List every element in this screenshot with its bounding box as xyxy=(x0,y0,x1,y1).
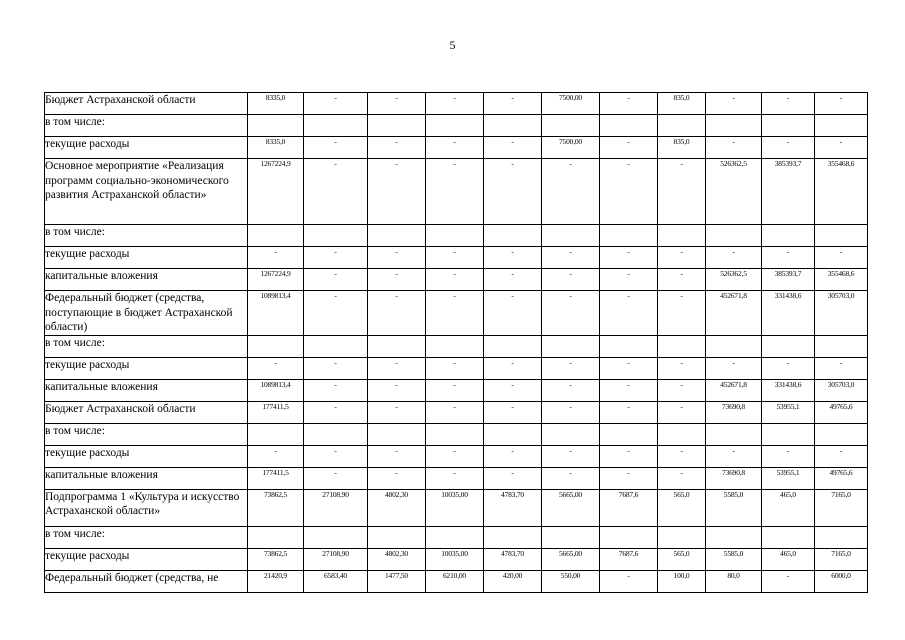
value-cell: - xyxy=(484,467,542,489)
value-cell: 1089813,4 xyxy=(248,291,304,336)
value-cell: - xyxy=(368,291,426,336)
value-cell: - xyxy=(304,269,368,291)
value-cell: - xyxy=(542,247,600,269)
value-cell: 355468,6 xyxy=(815,159,868,225)
value-cell xyxy=(600,225,658,247)
value-cell: - xyxy=(600,445,658,467)
table-row xyxy=(45,137,868,159)
value-cell: - xyxy=(542,357,600,379)
value-cell: - xyxy=(600,401,658,423)
value-cell: - xyxy=(658,379,706,401)
value-cell: - xyxy=(658,291,706,336)
value-cell xyxy=(368,225,426,247)
value-cell: - xyxy=(658,357,706,379)
value-cell: 73690,8 xyxy=(706,401,762,423)
value-cell: 5665,00 xyxy=(542,489,600,526)
value-cell: 7687,6 xyxy=(600,548,658,570)
table-row xyxy=(45,225,868,247)
value-cell: - xyxy=(706,93,762,115)
value-cell: 73862,5 xyxy=(248,548,304,570)
value-cell: 355468,6 xyxy=(815,269,868,291)
value-cell: 53955,1 xyxy=(762,401,815,423)
value-cell: - xyxy=(484,137,542,159)
value-cell: - xyxy=(248,445,304,467)
value-cell: - xyxy=(368,269,426,291)
value-cell xyxy=(304,225,368,247)
row-label: текущие расходы xyxy=(45,137,248,159)
value-cell: - xyxy=(304,379,368,401)
value-cell: 7500,00 xyxy=(542,137,600,159)
value-cell xyxy=(706,115,762,137)
value-cell: - xyxy=(304,159,368,225)
value-cell: 73690,8 xyxy=(706,467,762,489)
value-cell xyxy=(426,225,484,247)
value-cell: - xyxy=(600,357,658,379)
value-cell xyxy=(815,225,868,247)
value-cell xyxy=(600,335,658,357)
value-cell: - xyxy=(426,379,484,401)
value-cell: - xyxy=(426,93,484,115)
value-cell: - xyxy=(426,467,484,489)
value-cell xyxy=(815,115,868,137)
table-row xyxy=(45,115,868,137)
table-row xyxy=(45,247,868,269)
value-cell: - xyxy=(248,247,304,269)
row-label: в том числе: xyxy=(45,423,248,445)
value-cell: 27108,90 xyxy=(304,489,368,526)
value-cell xyxy=(248,115,304,137)
value-cell: - xyxy=(542,467,600,489)
table-row xyxy=(45,401,868,423)
value-cell: - xyxy=(368,247,426,269)
value-cell: 1477,50 xyxy=(368,570,426,592)
value-cell: - xyxy=(484,159,542,225)
value-cell: - xyxy=(658,269,706,291)
row-label: Бюджет Астраханской области xyxy=(45,93,248,115)
value-cell xyxy=(248,526,304,548)
row-label: капитальные вложения xyxy=(45,379,248,401)
value-cell xyxy=(706,335,762,357)
value-cell: 5585,0 xyxy=(706,548,762,570)
value-cell xyxy=(484,423,542,445)
value-cell: - xyxy=(706,137,762,159)
table-row xyxy=(45,570,868,592)
value-cell: - xyxy=(600,159,658,225)
value-cell: - xyxy=(484,247,542,269)
value-cell xyxy=(658,225,706,247)
value-cell: - xyxy=(762,247,815,269)
value-cell: 6210,00 xyxy=(426,570,484,592)
value-cell: - xyxy=(706,357,762,379)
row-label: текущие расходы xyxy=(45,548,248,570)
value-cell: 6000,0 xyxy=(815,570,868,592)
value-cell: - xyxy=(426,137,484,159)
value-cell xyxy=(600,423,658,445)
value-cell: - xyxy=(426,247,484,269)
value-cell xyxy=(542,423,600,445)
value-cell xyxy=(762,115,815,137)
value-cell: - xyxy=(542,401,600,423)
value-cell: 305703,0 xyxy=(815,291,868,336)
row-label: в том числе: xyxy=(45,115,248,137)
value-cell: - xyxy=(484,379,542,401)
table-row xyxy=(45,526,868,548)
value-cell xyxy=(658,526,706,548)
value-cell: 6583,40 xyxy=(304,570,368,592)
value-cell xyxy=(542,115,600,137)
row-label: текущие расходы xyxy=(45,445,248,467)
value-cell: - xyxy=(484,291,542,336)
value-cell: - xyxy=(815,93,868,115)
value-cell: 565,0 xyxy=(658,548,706,570)
value-cell: 420,00 xyxy=(484,570,542,592)
row-label: Бюджет Астраханской области xyxy=(45,401,248,423)
value-cell: 7687,6 xyxy=(600,489,658,526)
value-cell: - xyxy=(248,357,304,379)
value-cell: - xyxy=(815,247,868,269)
table-row xyxy=(45,423,868,445)
value-cell: 385393,7 xyxy=(762,269,815,291)
value-cell: - xyxy=(368,357,426,379)
budget-table xyxy=(44,92,868,593)
value-cell: 177411,5 xyxy=(248,401,304,423)
value-cell: - xyxy=(368,445,426,467)
value-cell: - xyxy=(368,137,426,159)
value-cell: 53955,1 xyxy=(762,467,815,489)
row-label: в том числе: xyxy=(45,335,248,357)
table-row xyxy=(45,489,868,526)
value-cell: 177411,5 xyxy=(248,467,304,489)
value-cell: - xyxy=(304,467,368,489)
value-cell: 5585,0 xyxy=(706,489,762,526)
value-cell: - xyxy=(484,269,542,291)
value-cell xyxy=(542,526,600,548)
value-cell: - xyxy=(304,291,368,336)
value-cell: - xyxy=(426,445,484,467)
value-cell: - xyxy=(762,445,815,467)
value-cell xyxy=(248,335,304,357)
value-cell xyxy=(368,423,426,445)
value-cell: 100,0 xyxy=(658,570,706,592)
value-cell: - xyxy=(542,445,600,467)
value-cell: - xyxy=(542,379,600,401)
value-cell: - xyxy=(542,159,600,225)
table-row xyxy=(45,467,868,489)
value-cell xyxy=(304,115,368,137)
value-cell: 10035,00 xyxy=(426,548,484,570)
value-cell xyxy=(426,423,484,445)
value-cell: - xyxy=(815,357,868,379)
value-cell: - xyxy=(600,570,658,592)
value-cell xyxy=(815,423,868,445)
value-cell: 1089813,4 xyxy=(248,379,304,401)
value-cell: 452671,8 xyxy=(706,291,762,336)
row-label: Федеральный бюджет (средства, не xyxy=(45,570,248,592)
value-cell: - xyxy=(658,247,706,269)
value-cell: - xyxy=(304,247,368,269)
value-cell: 385393,7 xyxy=(762,159,815,225)
table-row xyxy=(45,379,868,401)
value-cell: 10035,00 xyxy=(426,489,484,526)
table-row xyxy=(45,548,868,570)
budget-table-body xyxy=(45,93,868,593)
value-cell: 8335,0 xyxy=(248,93,304,115)
value-cell: 4783,70 xyxy=(484,489,542,526)
value-cell: - xyxy=(600,93,658,115)
value-cell: 526362,5 xyxy=(706,159,762,225)
value-cell: 73862,5 xyxy=(248,489,304,526)
table-row xyxy=(45,159,868,225)
value-cell xyxy=(248,225,304,247)
table-row xyxy=(45,291,868,336)
value-cell: 80,0 xyxy=(706,570,762,592)
value-cell xyxy=(248,423,304,445)
row-label: в том числе: xyxy=(45,225,248,247)
value-cell: - xyxy=(600,467,658,489)
value-cell: - xyxy=(542,291,600,336)
value-cell: - xyxy=(542,269,600,291)
value-cell: 835,0 xyxy=(658,137,706,159)
value-cell: 21420,9 xyxy=(248,570,304,592)
row-label: капитальные вложения xyxy=(45,269,248,291)
value-cell: 1267224,9 xyxy=(248,269,304,291)
value-cell: - xyxy=(706,445,762,467)
value-cell xyxy=(658,115,706,137)
value-cell xyxy=(484,115,542,137)
value-cell: - xyxy=(600,379,658,401)
value-cell: 7165,0 xyxy=(815,548,868,570)
value-cell xyxy=(600,115,658,137)
table-row xyxy=(45,269,868,291)
row-label: текущие расходы xyxy=(45,247,248,269)
value-cell xyxy=(658,423,706,445)
value-cell: - xyxy=(426,401,484,423)
value-cell: 465,0 xyxy=(762,548,815,570)
value-cell: - xyxy=(658,467,706,489)
value-cell: 4802,30 xyxy=(368,489,426,526)
value-cell: 331438,6 xyxy=(762,379,815,401)
value-cell: 7165,0 xyxy=(815,489,868,526)
value-cell: - xyxy=(426,269,484,291)
value-cell: 452671,8 xyxy=(706,379,762,401)
table-row xyxy=(45,93,868,115)
value-cell: - xyxy=(368,379,426,401)
value-cell xyxy=(762,423,815,445)
row-label: Подпрограмма 1 «Культура и искусство Астраханской области» xyxy=(45,489,248,526)
value-cell: - xyxy=(815,137,868,159)
value-cell xyxy=(484,225,542,247)
value-cell: - xyxy=(304,445,368,467)
value-cell: 305703,0 xyxy=(815,379,868,401)
value-cell: - xyxy=(426,357,484,379)
value-cell xyxy=(304,335,368,357)
value-cell: - xyxy=(658,445,706,467)
value-cell: - xyxy=(484,357,542,379)
value-cell: - xyxy=(368,93,426,115)
value-cell xyxy=(542,225,600,247)
value-cell: - xyxy=(368,467,426,489)
value-cell xyxy=(706,526,762,548)
value-cell: - xyxy=(484,93,542,115)
value-cell: 835,0 xyxy=(658,93,706,115)
value-cell: 1267224,9 xyxy=(248,159,304,225)
value-cell: - xyxy=(762,93,815,115)
table-row xyxy=(45,357,868,379)
value-cell: - xyxy=(706,247,762,269)
value-cell: 49765,6 xyxy=(815,401,868,423)
value-cell xyxy=(426,115,484,137)
value-cell: - xyxy=(600,137,658,159)
value-cell: - xyxy=(304,137,368,159)
value-cell xyxy=(368,115,426,137)
value-cell xyxy=(484,526,542,548)
value-cell xyxy=(368,335,426,357)
value-cell xyxy=(426,335,484,357)
value-cell: - xyxy=(426,159,484,225)
row-label: капитальные вложения xyxy=(45,467,248,489)
value-cell xyxy=(368,526,426,548)
row-label: Федеральный бюджет (средства, поступающие в бюджет Астраханской области) xyxy=(45,291,248,336)
value-cell: 565,0 xyxy=(658,489,706,526)
row-label: текущие расходы xyxy=(45,357,248,379)
value-cell: - xyxy=(426,291,484,336)
value-cell: 465,0 xyxy=(762,489,815,526)
value-cell: - xyxy=(304,93,368,115)
value-cell xyxy=(304,423,368,445)
value-cell: - xyxy=(484,445,542,467)
table-row xyxy=(45,335,868,357)
value-cell xyxy=(542,335,600,357)
value-cell: 550,00 xyxy=(542,570,600,592)
value-cell: - xyxy=(658,401,706,423)
value-cell: 331438,6 xyxy=(762,291,815,336)
value-cell xyxy=(484,335,542,357)
row-label: в том числе: xyxy=(45,526,248,548)
value-cell: - xyxy=(762,570,815,592)
value-cell: - xyxy=(600,291,658,336)
row-label: Основное мероприятие «Реализация программ социально-экономического развития Астраханской области» xyxy=(45,159,248,225)
value-cell: - xyxy=(658,159,706,225)
value-cell xyxy=(426,526,484,548)
value-cell xyxy=(304,526,368,548)
value-cell: 4802,30 xyxy=(368,548,426,570)
value-cell: 5665,00 xyxy=(542,548,600,570)
value-cell xyxy=(762,526,815,548)
value-cell xyxy=(600,526,658,548)
value-cell xyxy=(706,225,762,247)
value-cell xyxy=(815,335,868,357)
value-cell: - xyxy=(304,357,368,379)
value-cell: 8335,0 xyxy=(248,137,304,159)
value-cell xyxy=(706,423,762,445)
table-row xyxy=(45,445,868,467)
value-cell: 27108,90 xyxy=(304,548,368,570)
value-cell: - xyxy=(600,247,658,269)
value-cell: - xyxy=(368,159,426,225)
value-cell: - xyxy=(762,137,815,159)
value-cell xyxy=(815,526,868,548)
value-cell: 526362,5 xyxy=(706,269,762,291)
value-cell: - xyxy=(484,401,542,423)
value-cell xyxy=(762,225,815,247)
value-cell: 4783,70 xyxy=(484,548,542,570)
page-number: 5 xyxy=(449,38,456,52)
value-cell: - xyxy=(304,401,368,423)
value-cell: - xyxy=(815,445,868,467)
value-cell: - xyxy=(368,401,426,423)
value-cell: 7500,00 xyxy=(542,93,600,115)
value-cell: 49765,6 xyxy=(815,467,868,489)
value-cell xyxy=(658,335,706,357)
value-cell: - xyxy=(762,357,815,379)
value-cell xyxy=(762,335,815,357)
value-cell: - xyxy=(600,269,658,291)
